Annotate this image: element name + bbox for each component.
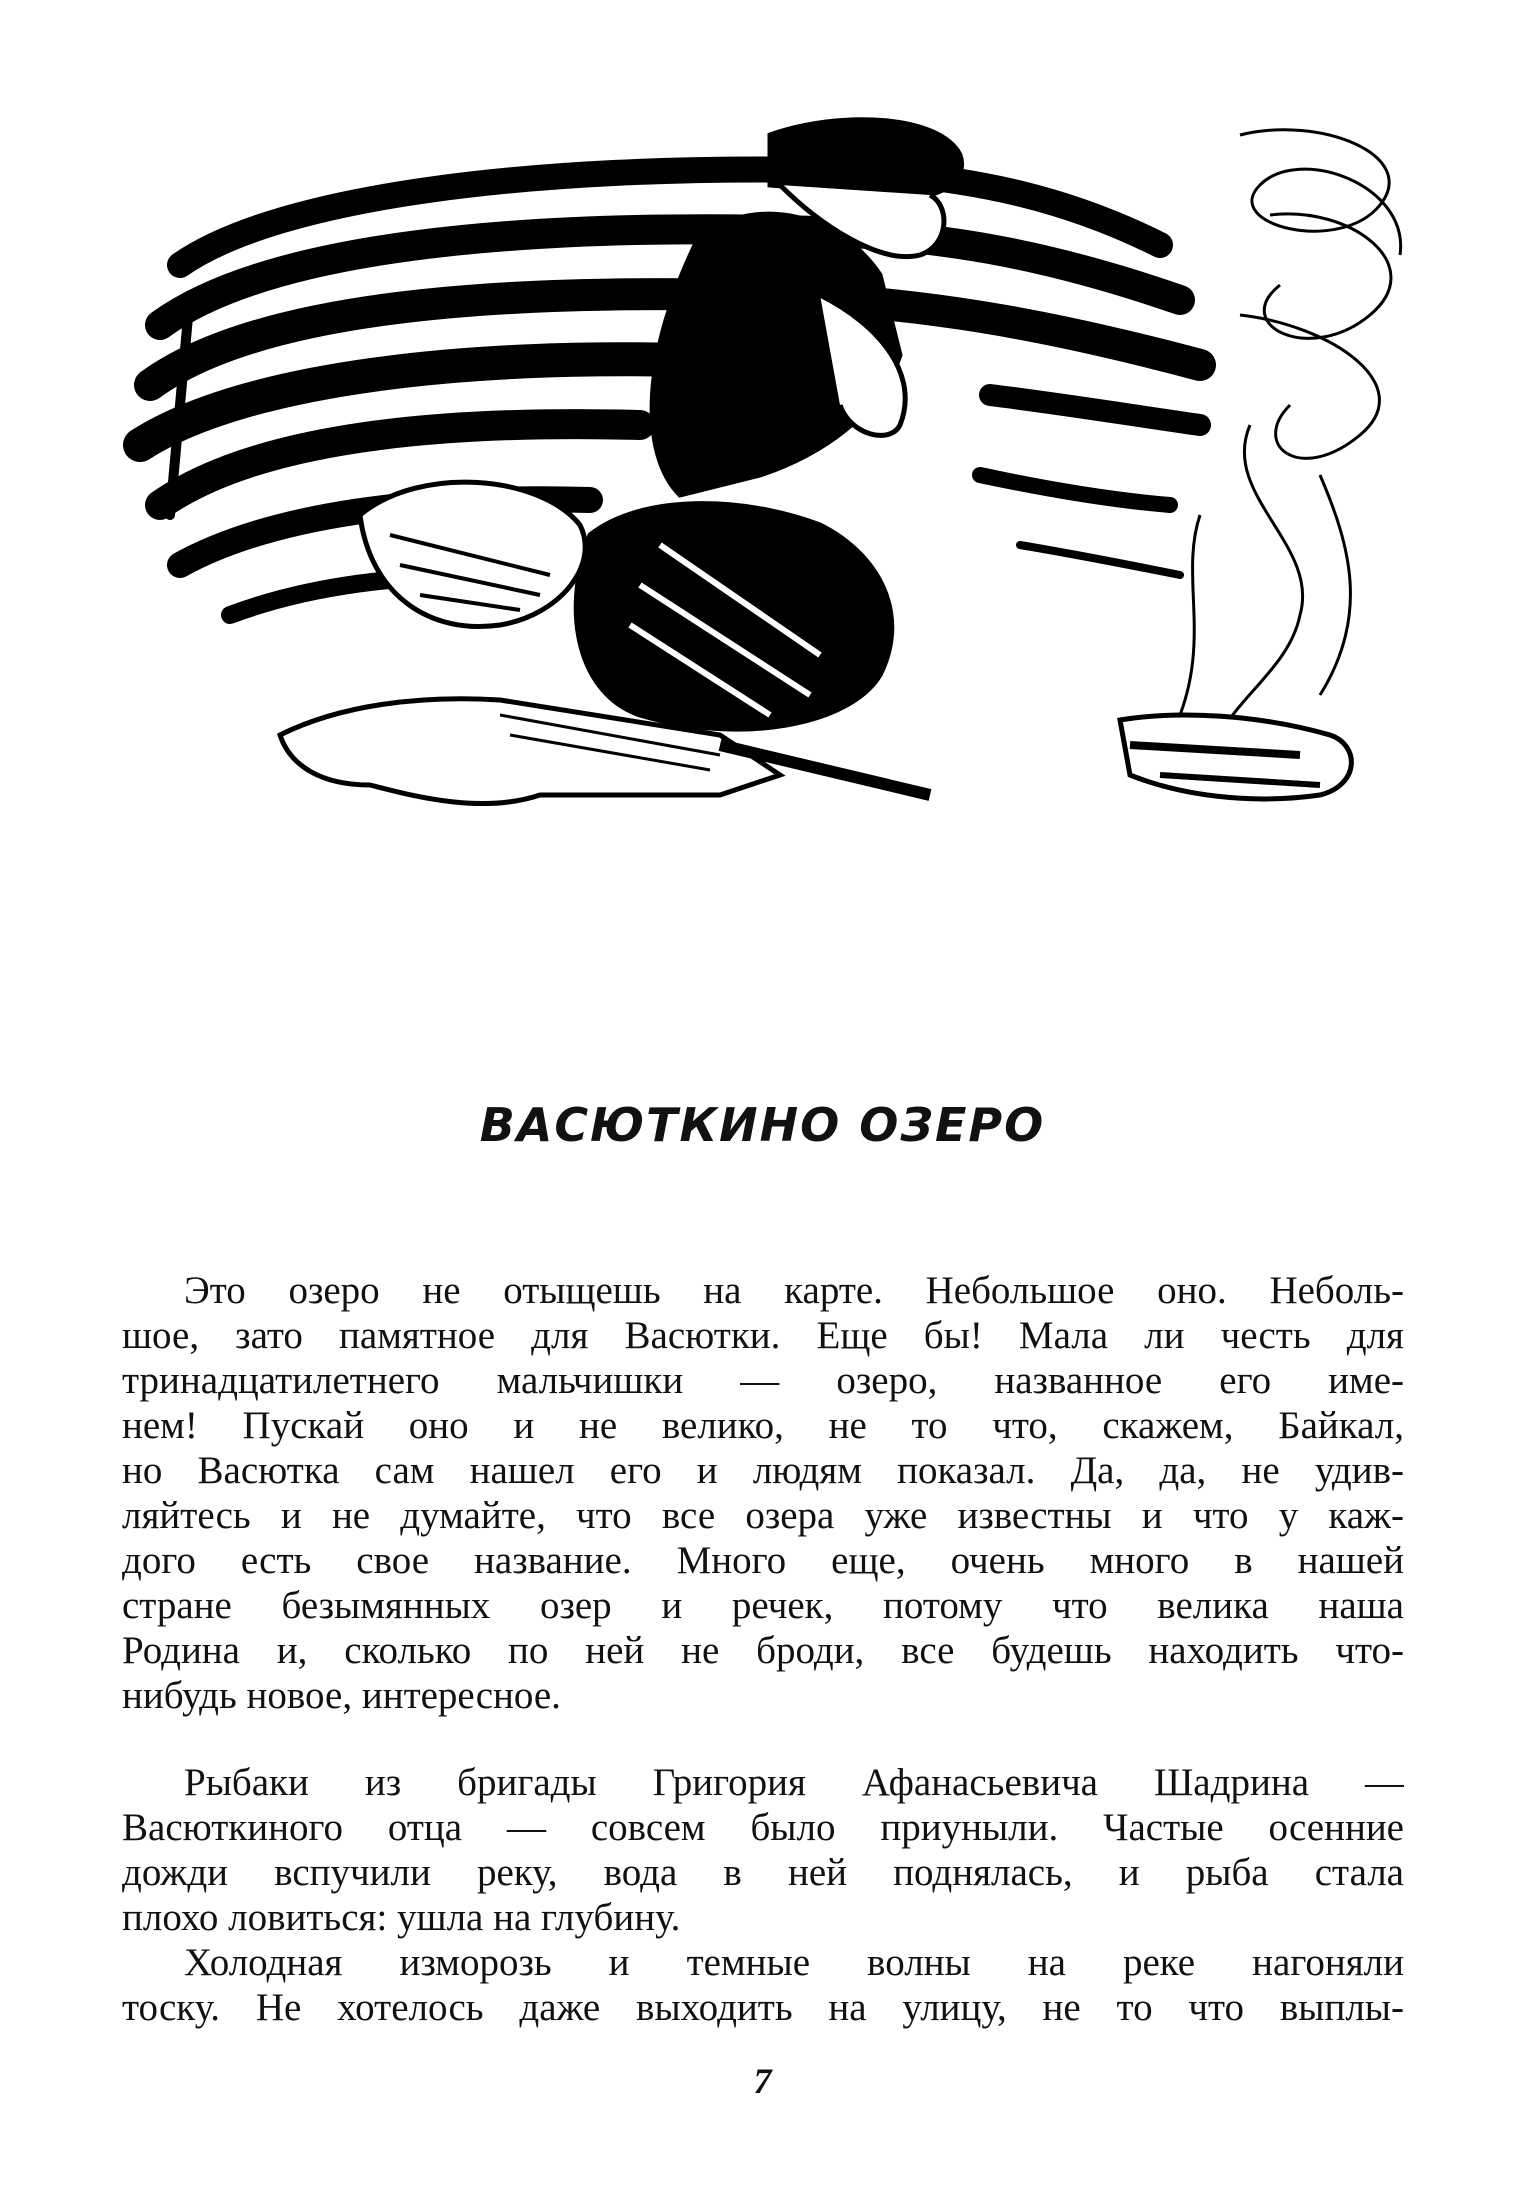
boy-by-campfire-illustration bbox=[120, 95, 1440, 1025]
text-line: Рыбаки из бригады Григория Афанасьевича Шадрина — bbox=[184, 1761, 1404, 1804]
text-line: шое, зато памятное для Васютки. Еще бы! Мала ли честь для bbox=[122, 1314, 1404, 1357]
campfire bbox=[1120, 715, 1351, 799]
text-line: тринадцатилетнего мальчишки — озеро, названное его име- bbox=[122, 1359, 1404, 1402]
text-line: ляйтесь и не думайте, что все озера уже известны и что у каж- bbox=[122, 1494, 1404, 1537]
paragraph-3 bbox=[122, 1940, 1404, 2030]
paragraph-2 bbox=[122, 1760, 1404, 1940]
text-line: Родина и, сколько по ней не броди, все будешь находить что- bbox=[122, 1629, 1404, 1672]
text-line: но Васютка сам нашел его и людям показал. Да, да, не удив- bbox=[122, 1449, 1404, 1492]
text-line: стране безымянных озер и речек, потому что велика наша bbox=[122, 1584, 1404, 1627]
text-line: нибудь новое, интересное. bbox=[122, 1674, 561, 1717]
text-line: Васюткиного отца — совсем было приуныли. Частые осенние bbox=[122, 1806, 1404, 1849]
text-line: дожди вспучили реку, вода в ней поднялась, и рыба стала bbox=[122, 1851, 1404, 1894]
text-line: плохо ловиться: ушла на глубину. bbox=[122, 1896, 681, 1939]
text-line: дого есть свое название. Много еще, очень много в нашей bbox=[122, 1539, 1404, 1582]
text-line: нем! Пускай оно и не велико, не то что, скажем, Байкал, bbox=[122, 1404, 1404, 1447]
text-line: Холодная изморозь и темные волны на реке нагоняли bbox=[184, 1941, 1404, 1984]
smoke-swirls bbox=[1180, 130, 1401, 735]
text-line: Это озеро не отыщешь на карте. Небольшое оно. Неболь- bbox=[184, 1269, 1404, 1312]
paragraph-1 bbox=[122, 1268, 1404, 1718]
story-title: ВАСЮТКИНО ОЗЕРО bbox=[479, 1098, 1046, 1152]
text-line: тоску. Не хотелось даже выходить на улицу, не то что выплы- bbox=[122, 1986, 1404, 2029]
page-number: 7 bbox=[753, 2061, 772, 2101]
